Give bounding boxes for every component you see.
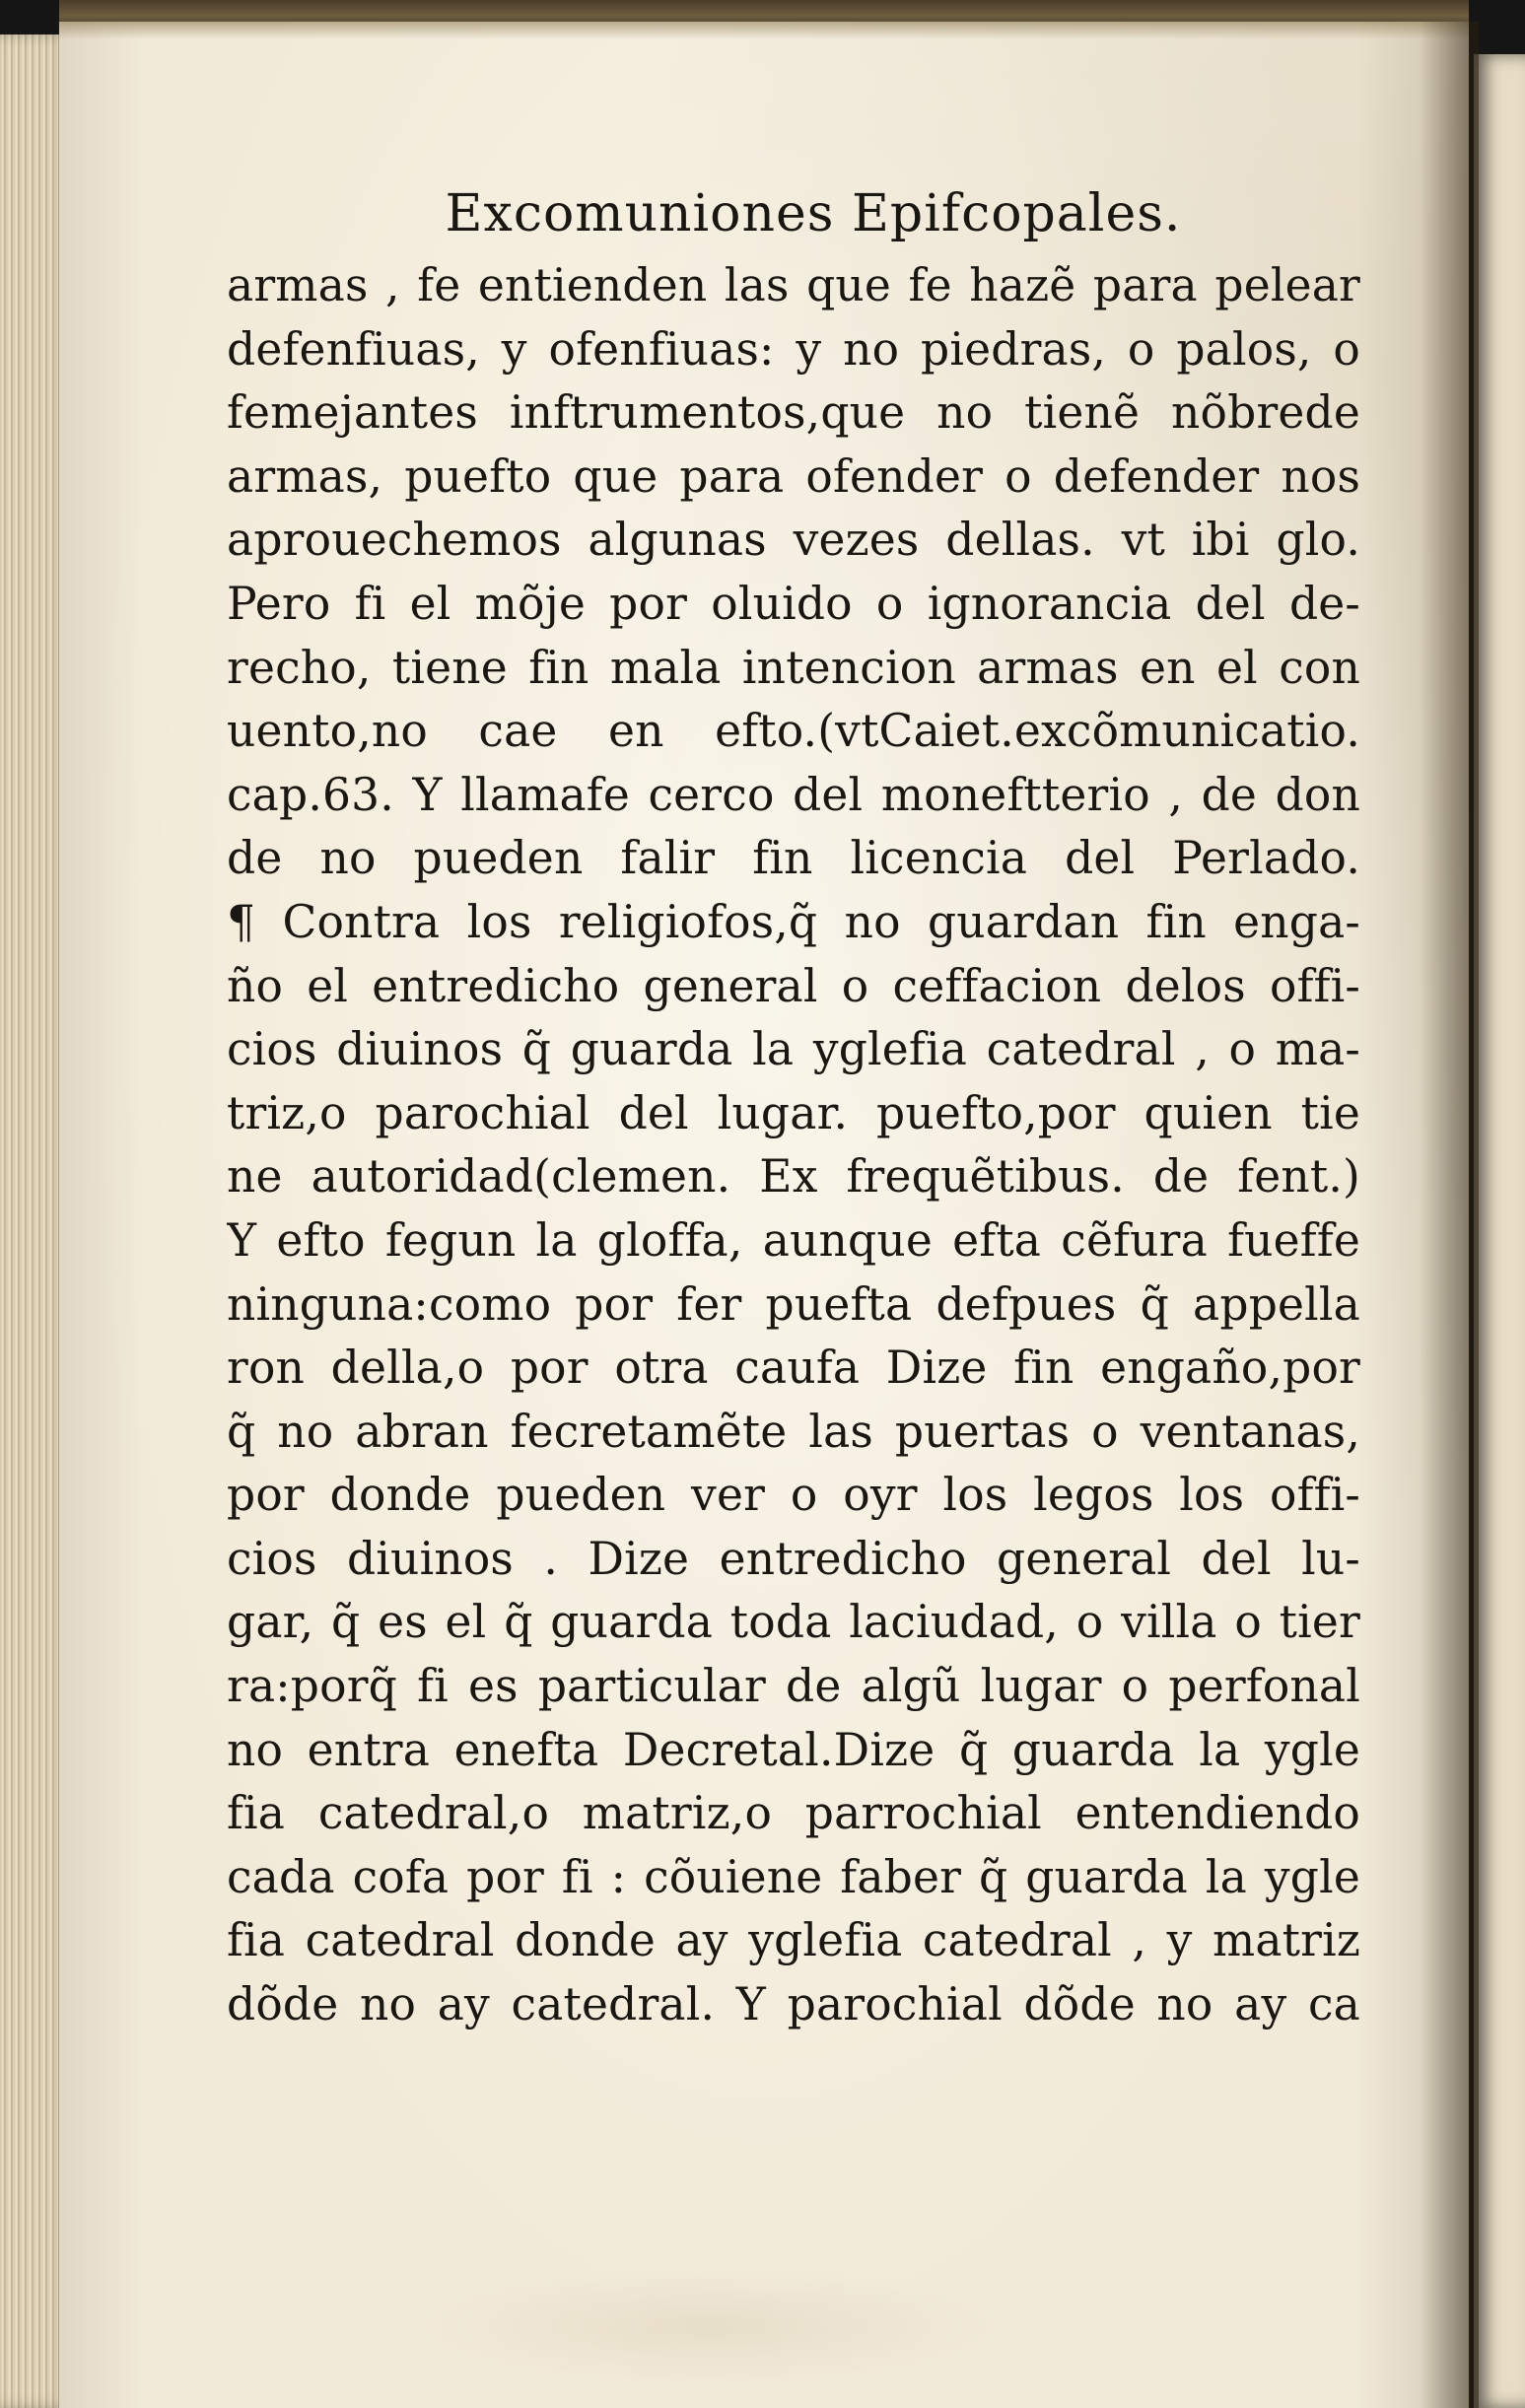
text-line: armas, puefto que para ofender o defender nos [227,449,1360,503]
text-line: cios diuinos q̃ guarda la yglefia catedral , o ma- [227,1023,1360,1076]
text-line: q̃ no abran fecretamẽte las puertas o ventanas, [227,1405,1360,1458]
running-head: Excomuniones Epifcopales. [445,184,1182,243]
text-line: ron della,o por otra caufa Dize fin engaño,por [227,1342,1360,1395]
text-line: femejantes inftrumentos,que no tienẽ nõbrede [227,386,1360,440]
text-line: no entra enefta Decretal.Dize q̃ guarda la ygle [227,1723,1360,1776]
text-line: defenfiuas, y ofenfiuas: y no piedras, o palos, o [227,322,1360,376]
text-line: ninguna:como por fer puefta defpues q̃ appella [227,1277,1360,1331]
text-line: fia catedral donde ay yglefia catedral , y matriz [227,1914,1360,1967]
body-text [227,254,1360,2037]
text-line: cios diuinos . Dize entredicho general del lu- [227,1532,1360,1585]
text-line: Y efto fegun la gloffa, aunque efta cẽfura fueffe [227,1213,1360,1267]
text-line: armas , fe entienden las que fe hazẽ para pelear [227,259,1360,311]
text-block [227,177,1360,2037]
text-line: gar, q̃ es el q̃ guarda toda laciudad, o villa o tier [227,1596,1360,1649]
paper-stain [414,2267,1005,2385]
next-page-edge [1474,54,1525,2408]
text-line: cap.63. Y llamafe cerco del moneftterio , de don [227,768,1360,821]
text-line: dõde no ay catedral. Y parochial dõde no ay ca [227,1978,1360,2031]
text-line: recho, tiene fin mala intencion armas en el con [227,641,1360,694]
text-line: de no pueden falir fin licencia del Perlado. [227,832,1360,885]
text-line: Pero fi el mõje por oluido o ignorancia del de- [227,577,1360,630]
top-edge-shadow [59,0,1469,39]
text-line: por donde pueden ver o oyr los legos los offi- [227,1469,1360,1522]
text-line: ne autoridad(clemen. Ex frequẽtibus. de fent.) [227,1150,1360,1204]
text-line: triz,o parochial del lugar. puefto,por quien tie [227,1086,1360,1139]
text-line: ño el entredicho general o ceffacion delos offi- [227,959,1360,1012]
text-line: ra:porq̃ fi es particular de algũ lugar o perfonal [227,1660,1360,1713]
text-line: uento,no cae en efto.(vtCaiet.excõmunicatio. [227,705,1360,758]
text-line: aprouechemos algunas vezes dellas. vt ibi glo. [227,514,1360,567]
text-line: fia catedral,o matriz,o parrochial entendiendo [227,1787,1360,1840]
gutter-shadow [1420,22,1479,2408]
text-line: cada cofa por fi : cõuiene faber q̃ guarda la ygle [227,1850,1360,1903]
text-line: ¶ Contra los religiofos,q̃ no guardan fin enga- [227,895,1360,948]
